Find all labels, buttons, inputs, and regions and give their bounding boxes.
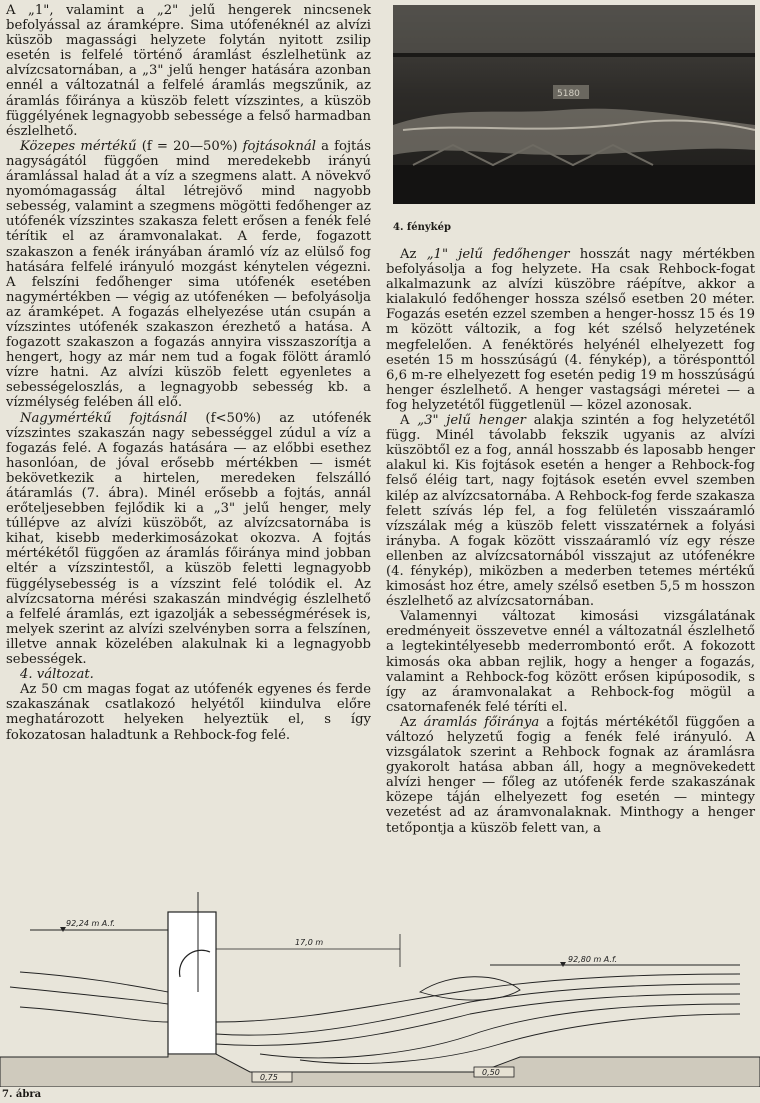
paragraph-intro: A „1", valamint a „2" jelű hengerek nincsenek befolyással az áramképre. Sima utófenéknél az alvízi küszöb magassági helyzete folytán nyitott zsilip esetén is felfelé történő áramlást észlelhetünk az alvízcsatornában, a „3" jelű henger hatására azonban ennél a változatnál a felfelé áramlás megszűnik, az áramlás főiránya a küszöb felett vízszintes, a küszöb függélyének legnagyobb sebessége a felső harmadban észlelhető. [6,3,371,139]
figure-flow-diagram [0,872,760,1087]
left-column [6,3,371,743]
paragraph-variant-4: Az 50 cm magas fogat az utófenék egyenes és ferde szakaszának csatlakozó helyétől kiindulva előre meghatározott helyeken helyeztük el, s így fokozatosan haladtunk a Rehbock-fog felé. [6,682,371,743]
photo-caption: 4. fénykép [393,222,451,233]
label-right-base: 0,50 [482,1068,500,1077]
label-upper-level: 92,24 m A.f. [66,919,116,928]
paragraph-large-throttle: Nagymértékű fojtásnál (f<50%) az utófenék vízszintes szakaszán nagy sebességgel zúdul a víz a fogazás felé. A fogazás hatására — az előbbi esethez hasonlóan, de jóval erősebb mértékben — ismét bekövetkezik a hirtelen, meredeken felszálló átáramlás (7. ábra). Minél erősebb a fojtás, annál erőteljesebben fejlődik ki a „3" jelű henger, mely túllépve az alvízi küszöbőt, az alvízcsatornába is kihat, kisebb mederkimosázokat okozva. A fojtás mértékétől függően az áramlás főiránya mind jobban eltér a vízszintestől, a küszöb feletti legnagyobb függélysebesség is a vízszint felé tolódik el. Az alvízcsatorna mérési szakaszán mindvégig észlelhető a felfelé áramlás, ezt igazolják a sebességmérések is, melyek szerint az alvízi szelvényben sorra a felszínen, illetve annak közelében alakulnak ki a legnagyobb sebességek. [6,410,371,668]
paragraph-flow-direction: Az áramlás főiránya a fojtás mértékétől függően a változó helyzetű fogig a fenék felé irányuló. A vizsgálatok szerint a Rehbock fognak az áramlásra gyakorolt hatása abban áll, hogy a megnövekedett alvízi henger — főleg az utófenék ferde szakaszának közepe táján elhelyezett fog esetén — mintegy vezetést ad az áramvonalaknak. Minthogy a henger tetőpontja a küszöb felett van, a [386,714,755,836]
photo-tag: 5180 [557,89,580,99]
paragraph-cover-roller: Az „1" jelű fedőhenger hosszát nagy mértékben befolyásolja a fog helyzete. Ha csak Rehbock-fogat alkalmazunk az alvízi küszöbre ráépítve, akkor a kialakuló fedőhenger hossza szélső esetben 20 méter. Fogazás esetén ezzel szemben a henger-hossz 15 és 19 m között változik, a fog két szélső helyzetének megfelelően. A fenéktörés helyénél elhelyezett fog esetén 15 m hosszúságú (4. fénykép), a törésponttól 6,6 m-re elhelyezett fog esetén pedig 19 m hosszúságú henger észlelhető. A henger vastagsági méretei — a fog helyzetétől függetlenül — közel azonosak. [386,247,755,413]
section-heading: 4. változat. [20,667,94,683]
label-left-base: 0,75 [260,1073,278,1082]
photograph-flume [393,5,755,204]
paragraph-scour-results: Valamennyi változat kimosási vizsgálatának eredményeit összevetve ennél a változatnál észlelhető a legtekintélyesebb mederrombontó erőt. A fokozott kimosás oka abban rejlik, hogy a henger a fogazás, valamint a Rehbock-fog között erősen kipúposodik, s így az áramvonalakat a Rehbock-fog mögül a csatornafenék felé téríti el. [386,609,755,715]
right-column [386,247,755,836]
paragraph-medium-throttle: Közepes mértékű (f = 20—50%) fojtásoknál a fojtás nagyságától függően mind meredekebb irányú áramlással halad át a víz a szegmens alatt. A növekvő nyomómagasság által létrejövő mind nagyobb sebesség, valamint a szegmens mögötti fedőhenger az utófenék vízszintes szakasza felett erősen a fenék felé térítik el az áramvonalakat. A ferde, fogazott szakaszon a fenék irányában áramló víz az elülső fog hatására felfelé irányuló mozgást kénytelen végezni. A felszíni fedőhenger sima utófenék esetében nagymértékben — végig az utófenéken — befolyásolja az áramképet. A fogazás elhelyezése után csupán a vízszintes utófenék szakaszon érezhető a hatása. A fogazott szakaszon a fogazás annyira visszaszorítja a hengert, hogy az már nem tud a fogak fölött áramló vízre hatni. Az alvízi küszöb felett egyenletes a sebességeloszlás, a legnagyobb sebesség kb. a vízmélység felében áll elő. [6,138,371,411]
label-lower-level: 92,80 m A.f. [568,955,618,964]
figure-caption: 7. ábra [2,1089,42,1100]
label-length: 17,0 m [295,938,324,947]
paragraph-roller-3: A „3" jelű henger alakja szintén a fog helyzetétől függ. Minél távolabb fekszik ugyanis az alvízi küszöbtől ez a fog, annál hosszabb és laposabb henger alakul ki. Kis fojtások esetén a henger a Rehbock-fog felső éléig tart, nagy fojtások esetén evvel szemben kilép az alvízcsatornába. A Rehbock-fog ferde szakasza felett szívás lép fel, a fog felületén visszaáramló vízszálak még a küszöb felett visszatérnek a folyási irányba. A fogak között visszaáramló víz egy része ellenben az alvízcsatornából visszajut az utófenékre (4. fénykép), miközben a mederben tetemes mértékű kimosást hoz étre, amely szélső esetben 5,5 m hosszon észlelhető az alvízcsatornában. [386,413,755,610]
